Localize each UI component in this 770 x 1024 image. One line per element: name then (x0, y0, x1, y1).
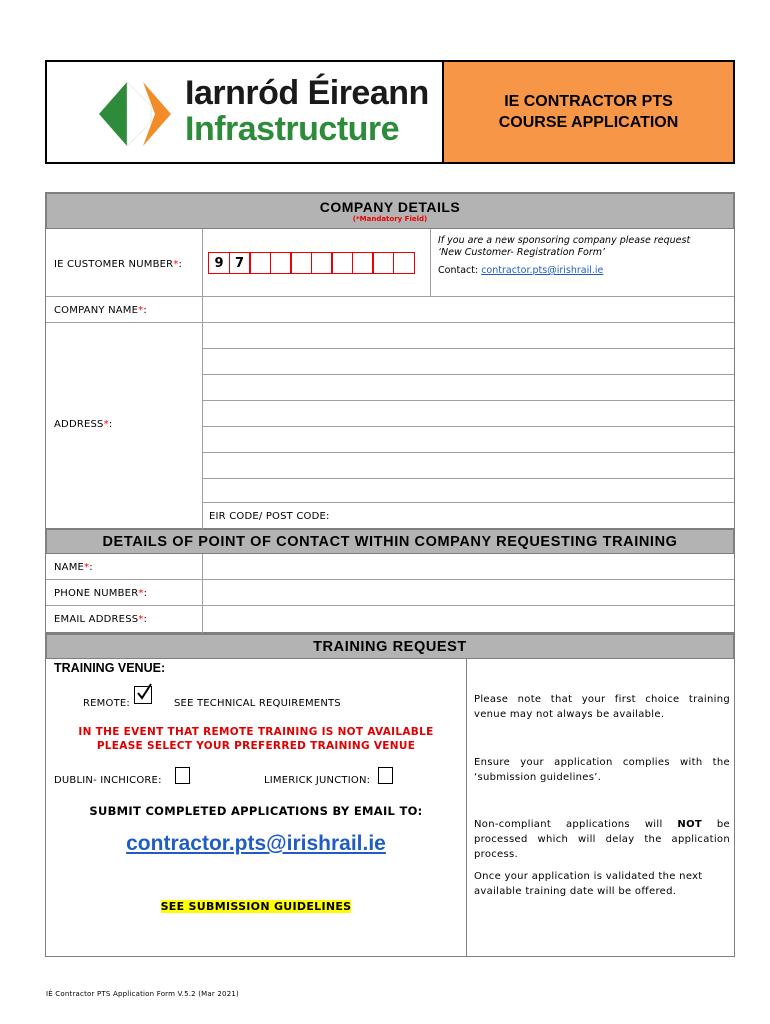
digit-box[interactable]: 7 (229, 252, 251, 274)
title-line1: IE CONTRACTOR PTS (504, 93, 673, 110)
company-section-title: COMPANY DETAILS (319, 199, 461, 215)
limerick-label: LIMERICK JUNCTION: (264, 775, 371, 786)
note-first-choice: Please note that your first choice training venue may not always be available. (474, 694, 730, 720)
remote-checkbox[interactable] (134, 686, 152, 704)
new-customer-note: If you are a new sponsoring company please request ‘New Customer- Registration Form’ (438, 235, 691, 258)
remote-warning: IN THE EVENT THAT REMOTE TRAINING IS NOT AVAILABLE PLEASE SELECT YOUR PREFERRED TRAINING VENUE (78, 726, 434, 752)
divider (430, 229, 431, 297)
email-field[interactable] (203, 606, 734, 632)
header-box (45, 60, 735, 164)
note-validated: Once your application is validated the next available training date will be offered. (474, 871, 703, 897)
contact-name-field[interactable] (203, 554, 734, 579)
phone-label: PHONE NUMBER*: (54, 588, 148, 599)
submit-instruction: SUBMIT COMPLETED APPLICATIONS BY EMAIL TO: (89, 804, 423, 818)
digit-box[interactable] (393, 252, 415, 274)
limerick-checkbox[interactable] (378, 767, 393, 784)
contact-name-label: NAME*: (54, 562, 93, 573)
digit-box[interactable] (352, 252, 374, 274)
tech-requirements[interactable]: SEE TECHNICAL REQUIREMENTS (174, 698, 341, 709)
logo-line2: Infrastructure (185, 110, 400, 148)
company-name-row (46, 297, 734, 323)
training-section-title: TRAINING REQUEST (313, 638, 467, 655)
guidelines-row (46, 895, 466, 914)
phone-field[interactable] (203, 580, 734, 605)
company-section-header (46, 193, 734, 229)
address-line-7[interactable] (203, 479, 734, 503)
title-line2: COURSE APPLICATION (498, 114, 679, 131)
email-row (46, 606, 734, 633)
submission-guidelines-link[interactable]: SEE SUBMISSION GUIDELINES (160, 900, 352, 913)
customer-number-boxes[interactable] (208, 252, 427, 274)
digit-box[interactable] (372, 252, 394, 274)
digit-box[interactable] (290, 252, 312, 274)
address-line-3[interactable] (203, 375, 734, 401)
digit-box[interactable] (249, 252, 271, 274)
contact-line: Contact: contractor.pts@irishrail.ie (438, 265, 604, 276)
title-panel (442, 62, 733, 162)
note-non-compliant: Non-compliant applications will NOT be processed which will delay the application process. (474, 819, 730, 860)
contact-email-link[interactable]: contractor.pts@irishrail.ie (481, 265, 604, 276)
company-name-label: COMPANY NAME*: (54, 305, 147, 316)
digit-box[interactable]: 9 (208, 252, 230, 274)
address-label: ADDRESS*: (54, 419, 113, 430)
phone-row (46, 580, 734, 606)
checkmark-icon (134, 683, 152, 701)
company-logo (47, 62, 442, 162)
address-line-5[interactable] (203, 427, 734, 453)
company-name-field[interactable] (203, 297, 734, 322)
training-section-header (46, 634, 734, 659)
contact-section-title: DETAILS OF POINT OF CONTACT WITHIN COMPANY REQUESTING TRAINING (102, 533, 678, 550)
address-line-6[interactable] (203, 453, 734, 479)
address-line-2[interactable] (203, 349, 734, 375)
address-line-1[interactable] (203, 323, 734, 349)
digit-box[interactable] (311, 252, 333, 274)
dublin-checkbox[interactable] (175, 767, 190, 784)
contact-section-header (46, 529, 734, 554)
dublin-label: DUBLIN- INCHICORE: (54, 775, 162, 786)
contact-section (45, 529, 735, 633)
training-section (45, 633, 735, 957)
footer-text: IÉ Contractor PTS Application Form V.5.2 (Mar 2021) (46, 990, 239, 998)
logo-line1: Iarnród Éireann (185, 74, 429, 112)
note-compliance: Ensure your application complies with the ‘submission guidelines’. (474, 757, 730, 783)
submit-email-link[interactable]: contractor.pts@irishrail.ie (126, 832, 386, 855)
address-block (46, 323, 734, 529)
divider (202, 229, 203, 297)
address-line-4[interactable] (203, 401, 734, 427)
company-section (45, 192, 735, 529)
customer-number-label: IE CUSTOMER NUMBER*: (54, 259, 183, 270)
email-label: EMAIL ADDRESS*: (54, 614, 148, 625)
digit-box[interactable] (270, 252, 292, 274)
contact-name-row (46, 554, 734, 580)
digit-box[interactable] (331, 252, 353, 274)
eir-code-label: EIR CODE/ POST CODE: (209, 511, 330, 522)
divider (466, 659, 467, 957)
training-venue-label: TRAINING VENUE: (54, 661, 166, 675)
remote-label: REMOTE: (83, 698, 130, 709)
mandatory-note: (*Mandatory Field) (352, 215, 428, 223)
customer-number-row (46, 229, 734, 297)
